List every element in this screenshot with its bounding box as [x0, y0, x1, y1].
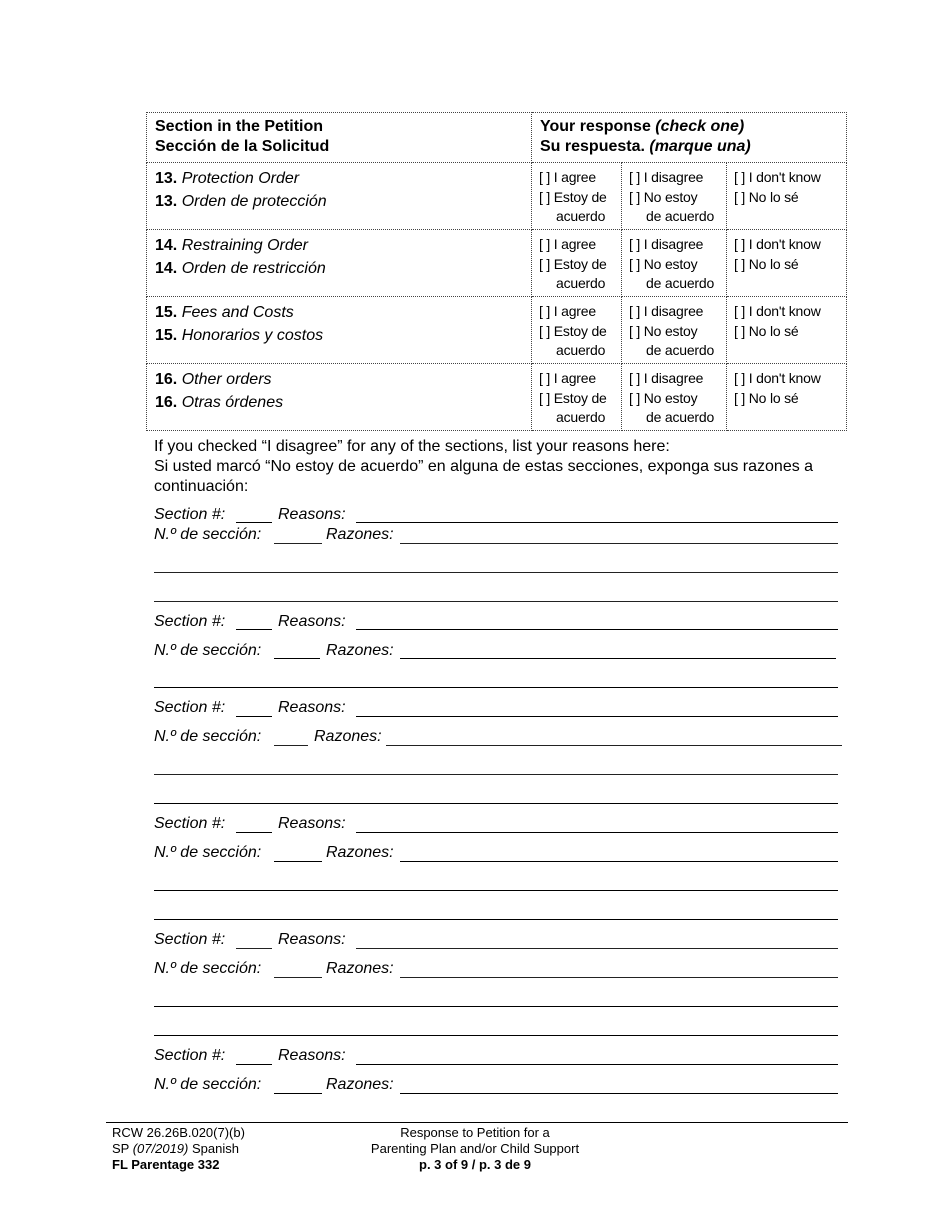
header-response-cell	[532, 113, 847, 163]
section-title-es: Honorarios y costos	[181, 327, 324, 344]
agree-option[interactable]: [ ] I agree [ ] Estoy de acuerdo	[532, 230, 622, 297]
header-section-en: Section in the Petition	[155, 118, 324, 135]
seccion-label: N.º de sección:	[154, 1076, 262, 1093]
reason-block	[154, 699, 844, 748]
reasons-label: Reasons:	[278, 699, 346, 716]
agree-option[interactable]: [ ] I agree [ ] Estoy de acuerdo	[532, 163, 622, 230]
section-number: 16.	[155, 371, 178, 388]
reason-block	[154, 506, 844, 546]
section-number-field[interactable]	[236, 716, 272, 717]
table-row	[147, 297, 847, 364]
seccion-label: N.º de sección:	[154, 526, 262, 543]
section-number: 14.	[155, 260, 178, 277]
table-row	[147, 163, 847, 230]
section-number: 13.	[155, 170, 178, 187]
razones-label: Razones:	[326, 642, 394, 659]
header-section-cell	[147, 113, 532, 163]
header-section-es: Sección de la Solicitud	[155, 138, 330, 155]
section-title-en: Other orders	[181, 371, 272, 388]
section-cell	[147, 230, 532, 297]
section-title-en: Fees and Costs	[181, 304, 294, 321]
dont-know-option[interactable]: [ ] I don't know [ ] No lo sé	[727, 230, 847, 297]
seccion-number-field[interactable]	[274, 658, 320, 659]
table-header-row	[147, 113, 847, 163]
footer-form-info	[112, 1125, 245, 1173]
seccion-label: N.º de sección:	[154, 960, 262, 977]
reasons-label: Reasons:	[278, 1047, 346, 1064]
seccion-label: N.º de sección:	[154, 642, 262, 659]
seccion-label: N.º de sección:	[154, 844, 262, 861]
razones-field[interactable]	[400, 1093, 838, 1094]
reason-block	[154, 613, 844, 662]
section-number: 13.	[155, 193, 178, 210]
section-cell	[147, 297, 532, 364]
reasons-continuation-line[interactable]	[154, 890, 838, 891]
table-row	[147, 364, 847, 431]
section-label: Section #:	[154, 613, 226, 630]
reasons-continuation-line[interactable]	[154, 572, 838, 573]
reasons-field[interactable]	[356, 948, 838, 949]
reasons-continuation-line[interactable]	[154, 803, 838, 804]
agree-option[interactable]: [ ] I agree [ ] Estoy de acuerdo	[532, 364, 622, 431]
razones-field[interactable]	[400, 543, 838, 544]
section-label: Section #:	[154, 506, 226, 523]
instructions	[154, 437, 844, 497]
section-number-field[interactable]	[236, 948, 272, 949]
razones-field[interactable]	[400, 977, 838, 978]
seccion-number-field[interactable]	[274, 977, 322, 978]
reasons-field[interactable]	[356, 832, 838, 833]
footer-form-title: Response to Petition for a Parenting Plan and/or Child Support p. 3 of 9 / p. 3 de 9	[370, 1125, 580, 1172]
reasons-label: Reasons:	[278, 815, 346, 832]
footer-rcw: RCW 26.26B.020(7)(b)	[112, 1125, 245, 1140]
disagree-option[interactable]: [ ] I disagree [ ] No estoy de acuerdo	[622, 364, 727, 431]
section-label: Section #:	[154, 815, 226, 832]
footer-sp: SP (07/2019) Spanish	[112, 1141, 239, 1156]
reason-block	[154, 1047, 844, 1096]
razones-label: Razones:	[326, 960, 394, 977]
header-response-en: Your response (check one)	[540, 118, 745, 135]
reasons-field[interactable]	[356, 629, 838, 630]
reasons-field[interactable]	[356, 716, 838, 717]
section-number-field[interactable]	[236, 629, 272, 630]
seccion-label: N.º de sección:	[154, 728, 262, 745]
section-label: Section #:	[154, 699, 226, 716]
razones-field[interactable]	[400, 658, 836, 659]
reasons-continuation-line[interactable]	[154, 1006, 838, 1007]
seccion-number-field[interactable]	[274, 1093, 322, 1094]
reasons-continuation-line[interactable]	[154, 1035, 838, 1036]
disagree-option[interactable]: [ ] I disagree [ ] No estoy de acuerdo	[622, 297, 727, 364]
section-number-field[interactable]	[236, 1064, 272, 1065]
response-table	[146, 112, 847, 431]
reasons-continuation-line[interactable]	[154, 919, 838, 920]
dont-know-option[interactable]: [ ] I don't know [ ] No lo sé	[727, 364, 847, 431]
reasons-continuation-line[interactable]	[154, 687, 838, 688]
page-footer	[106, 1122, 848, 1172]
reasons-field[interactable]	[356, 1064, 838, 1065]
instructions-en: If you checked “I disagree” for any of the sections, list your reasons here:	[154, 438, 670, 455]
seccion-number-field[interactable]	[274, 745, 308, 746]
reason-block	[154, 931, 844, 980]
section-number: 14.	[155, 237, 178, 254]
reasons-field[interactable]	[356, 522, 838, 523]
table-row	[147, 230, 847, 297]
section-label: Section #:	[154, 1047, 226, 1064]
dont-know-option[interactable]: [ ] I don't know [ ] No lo sé	[727, 297, 847, 364]
reasons-continuation-line[interactable]	[154, 601, 838, 602]
section-number-field[interactable]	[236, 522, 272, 523]
section-cell	[147, 163, 532, 230]
section-title-es: Otras órdenes	[181, 394, 284, 411]
razones-label: Razones:	[326, 844, 394, 861]
razones-label: Razones:	[326, 1076, 394, 1093]
section-number: 16.	[155, 394, 178, 411]
reasons-label: Reasons:	[278, 506, 346, 523]
section-number: 15.	[155, 304, 178, 321]
section-title-en: Restraining Order	[181, 237, 308, 254]
reasons-label: Reasons:	[278, 931, 346, 948]
section-title-es: Orden de restricción	[181, 260, 326, 277]
agree-option[interactable]: [ ] I agree [ ] Estoy de acuerdo	[532, 297, 622, 364]
reason-block	[154, 815, 844, 864]
page-number: p. 3 of 9 / p. 3 de 9	[419, 1157, 531, 1172]
disagree-option[interactable]: [ ] I disagree [ ] No estoy de acuerdo	[622, 163, 727, 230]
section-label: Section #:	[154, 931, 226, 948]
section-title-en: Protection Order	[181, 170, 300, 187]
header-response-es: Su respuesta. (marque una)	[540, 138, 751, 155]
razones-label: Razones:	[314, 728, 382, 745]
instructions-es: Si usted marcó “No estoy de acuerdo” en alguna de estas secciones, exponga sus razones a continuación:	[154, 458, 814, 495]
reasons-continuation-line[interactable]	[154, 774, 838, 775]
section-title-es: Orden de protección	[181, 193, 327, 210]
razones-field[interactable]	[400, 861, 838, 862]
dont-know-option[interactable]: [ ] I don't know [ ] No lo sé	[727, 163, 847, 230]
section-number: 15.	[155, 327, 178, 344]
seccion-number-field[interactable]	[274, 861, 322, 862]
razones-field[interactable]	[386, 745, 842, 746]
section-cell	[147, 364, 532, 431]
section-number-field[interactable]	[236, 832, 272, 833]
disagree-option[interactable]: [ ] I disagree [ ] No estoy de acuerdo	[622, 230, 727, 297]
seccion-number-field[interactable]	[274, 543, 322, 544]
reasons-label: Reasons:	[278, 613, 346, 630]
razones-label: Razones:	[326, 526, 394, 543]
footer-form-number: FL Parentage 332	[112, 1157, 220, 1172]
